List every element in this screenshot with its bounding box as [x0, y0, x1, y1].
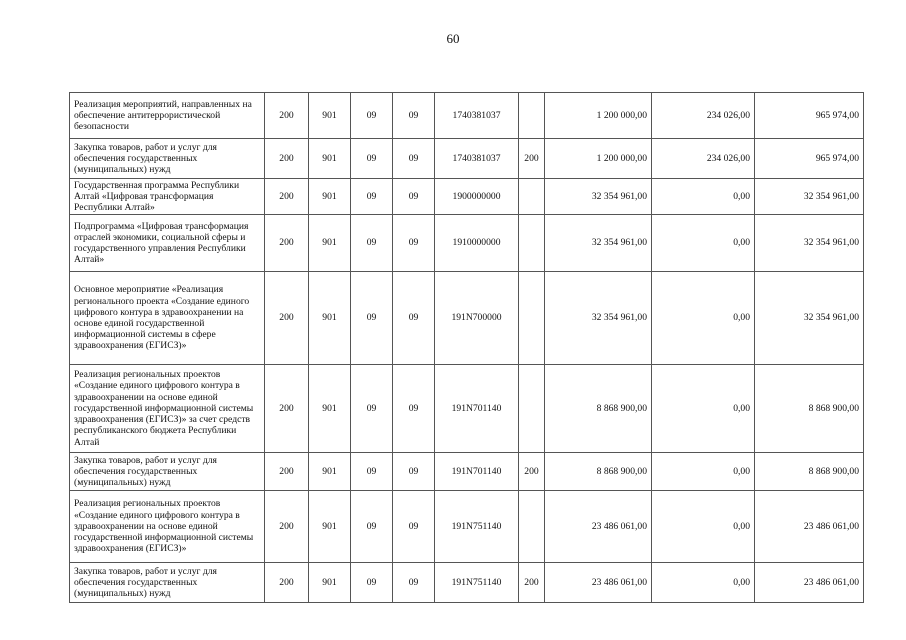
ministry-code-cell: 200	[265, 453, 309, 491]
section-cell: 09	[351, 491, 393, 563]
table-row	[70, 453, 864, 491]
subsection-cell: 09	[393, 93, 435, 139]
sum-total-cell: 32 354 961,00	[755, 179, 864, 215]
table-row	[70, 491, 864, 563]
expense-type-cell: 200	[519, 563, 545, 603]
admin-code-cell: 901	[309, 179, 351, 215]
target-article-cell: 191N751140	[435, 491, 519, 563]
target-article-cell: 191N701140	[435, 365, 519, 453]
table-row	[70, 563, 864, 603]
section-cell: 09	[351, 179, 393, 215]
section-cell: 09	[351, 453, 393, 491]
sum-change-cell: 0,00	[652, 365, 755, 453]
subsection-cell: 09	[393, 215, 435, 272]
sum-change-cell: 234 026,00	[652, 93, 755, 139]
section-cell: 09	[351, 563, 393, 603]
ministry-code-cell: 200	[265, 365, 309, 453]
expense-type-cell	[519, 272, 545, 365]
admin-code-cell: 901	[309, 93, 351, 139]
sum-change-cell: 0,00	[652, 491, 755, 563]
table-row	[70, 365, 864, 453]
sum-approved-cell: 8 868 900,00	[545, 365, 652, 453]
sum-approved-cell: 8 868 900,00	[545, 453, 652, 491]
sum-total-cell: 965 974,00	[755, 93, 864, 139]
subsection-cell: 09	[393, 139, 435, 179]
ministry-code-cell: 200	[265, 139, 309, 179]
row-name-cell: Подпрограмма «Цифровая трансформация отраслей экономики, социальной сферы и государственного управления Республики Алтай»	[70, 215, 265, 272]
sum-approved-cell: 32 354 961,00	[545, 272, 652, 365]
sum-approved-cell: 32 354 961,00	[545, 179, 652, 215]
sum-approved-cell: 32 354 961,00	[545, 215, 652, 272]
sum-total-cell: 32 354 961,00	[755, 215, 864, 272]
subsection-cell: 09	[393, 179, 435, 215]
sum-approved-cell: 1 200 000,00	[545, 93, 652, 139]
subsection-cell: 09	[393, 563, 435, 603]
page-number: 60	[446, 31, 460, 46]
target-article-cell: 1910000000	[435, 215, 519, 272]
sum-total-cell: 8 868 900,00	[755, 365, 864, 453]
sum-change-cell: 234 026,00	[652, 139, 755, 179]
section-cell: 09	[351, 365, 393, 453]
expense-type-cell	[519, 93, 545, 139]
subsection-cell: 09	[393, 272, 435, 365]
table-row	[70, 93, 864, 139]
expense-type-cell	[519, 215, 545, 272]
table-row	[70, 215, 864, 272]
target-article-cell: 191N751140	[435, 563, 519, 603]
expense-type-cell: 200	[519, 453, 545, 491]
row-name-cell: Реализация мероприятий, направленных на обеспечение антитеррористической безопасности	[70, 93, 265, 139]
expense-type-cell	[519, 365, 545, 453]
admin-code-cell: 901	[309, 365, 351, 453]
row-name-cell: Реализация региональных проектов «Создание единого цифрового контура в здравоохранении на основе единой государственной информационной системы здравоохранения (ЕГИСЗ)» за счет средств республиканского бюджета Республики Алтай	[70, 365, 265, 453]
section-cell: 09	[351, 139, 393, 179]
sum-total-cell: 8 868 900,00	[755, 453, 864, 491]
budget-table	[69, 92, 864, 603]
admin-code-cell: 901	[309, 139, 351, 179]
target-article-cell: 1900000000	[435, 179, 519, 215]
admin-code-cell: 901	[309, 272, 351, 365]
sum-approved-cell: 23 486 061,00	[545, 563, 652, 603]
sum-total-cell: 32 354 961,00	[755, 272, 864, 365]
admin-code-cell: 901	[309, 491, 351, 563]
target-article-cell: 1740381037	[435, 139, 519, 179]
expense-type-cell	[519, 491, 545, 563]
table-row	[70, 179, 864, 215]
table-row	[70, 139, 864, 179]
sum-change-cell: 0,00	[652, 215, 755, 272]
row-name-cell: Государственная программа Республики Алтай «Цифровая трансформация Республики Алтай»	[70, 179, 265, 215]
section-cell: 09	[351, 215, 393, 272]
subsection-cell: 09	[393, 453, 435, 491]
row-name-cell: Закупка товаров, работ и услуг для обеспечения государственных (муниципальных) нужд	[70, 563, 265, 603]
admin-code-cell: 901	[309, 563, 351, 603]
sum-approved-cell: 1 200 000,00	[545, 139, 652, 179]
ministry-code-cell: 200	[265, 491, 309, 563]
target-article-cell: 191N700000	[435, 272, 519, 365]
sum-approved-cell: 23 486 061,00	[545, 491, 652, 563]
row-name-cell: Реализация региональных проектов «Создание единого цифрового контура в здравоохранении на основе единой государственной информационной системы здравоохранения (ЕГИСЗ)»	[70, 491, 265, 563]
row-name-cell: Закупка товаров, работ и услуг для обеспечения государственных (муниципальных) нужд	[70, 453, 265, 491]
subsection-cell: 09	[393, 365, 435, 453]
target-article-cell: 191N701140	[435, 453, 519, 491]
ministry-code-cell: 200	[265, 563, 309, 603]
sum-change-cell: 0,00	[652, 179, 755, 215]
section-cell: 09	[351, 93, 393, 139]
row-name-cell: Основное мероприятие «Реализация регионального проекта «Создание единого цифрового контура в здравоохранении на основе единой государственной информационной системы в сфере здравоохранения (ЕГИСЗ)»	[70, 272, 265, 365]
row-name-cell: Закупка товаров, работ и услуг для обеспечения государственных (муниципальных) нужд	[70, 139, 265, 179]
table-row	[70, 272, 864, 365]
subsection-cell: 09	[393, 491, 435, 563]
expense-type-cell: 200	[519, 139, 545, 179]
ministry-code-cell: 200	[265, 93, 309, 139]
admin-code-cell: 901	[309, 453, 351, 491]
admin-code-cell: 901	[309, 215, 351, 272]
sum-total-cell: 23 486 061,00	[755, 491, 864, 563]
target-article-cell: 1740381037	[435, 93, 519, 139]
sum-change-cell: 0,00	[652, 453, 755, 491]
sum-change-cell: 0,00	[652, 563, 755, 603]
ministry-code-cell: 200	[265, 215, 309, 272]
ministry-code-cell: 200	[265, 272, 309, 365]
sum-total-cell: 23 486 061,00	[755, 563, 864, 603]
expense-type-cell	[519, 179, 545, 215]
ministry-code-cell: 200	[265, 179, 309, 215]
sum-change-cell: 0,00	[652, 272, 755, 365]
section-cell: 09	[351, 272, 393, 365]
sum-total-cell: 965 974,00	[755, 139, 864, 179]
